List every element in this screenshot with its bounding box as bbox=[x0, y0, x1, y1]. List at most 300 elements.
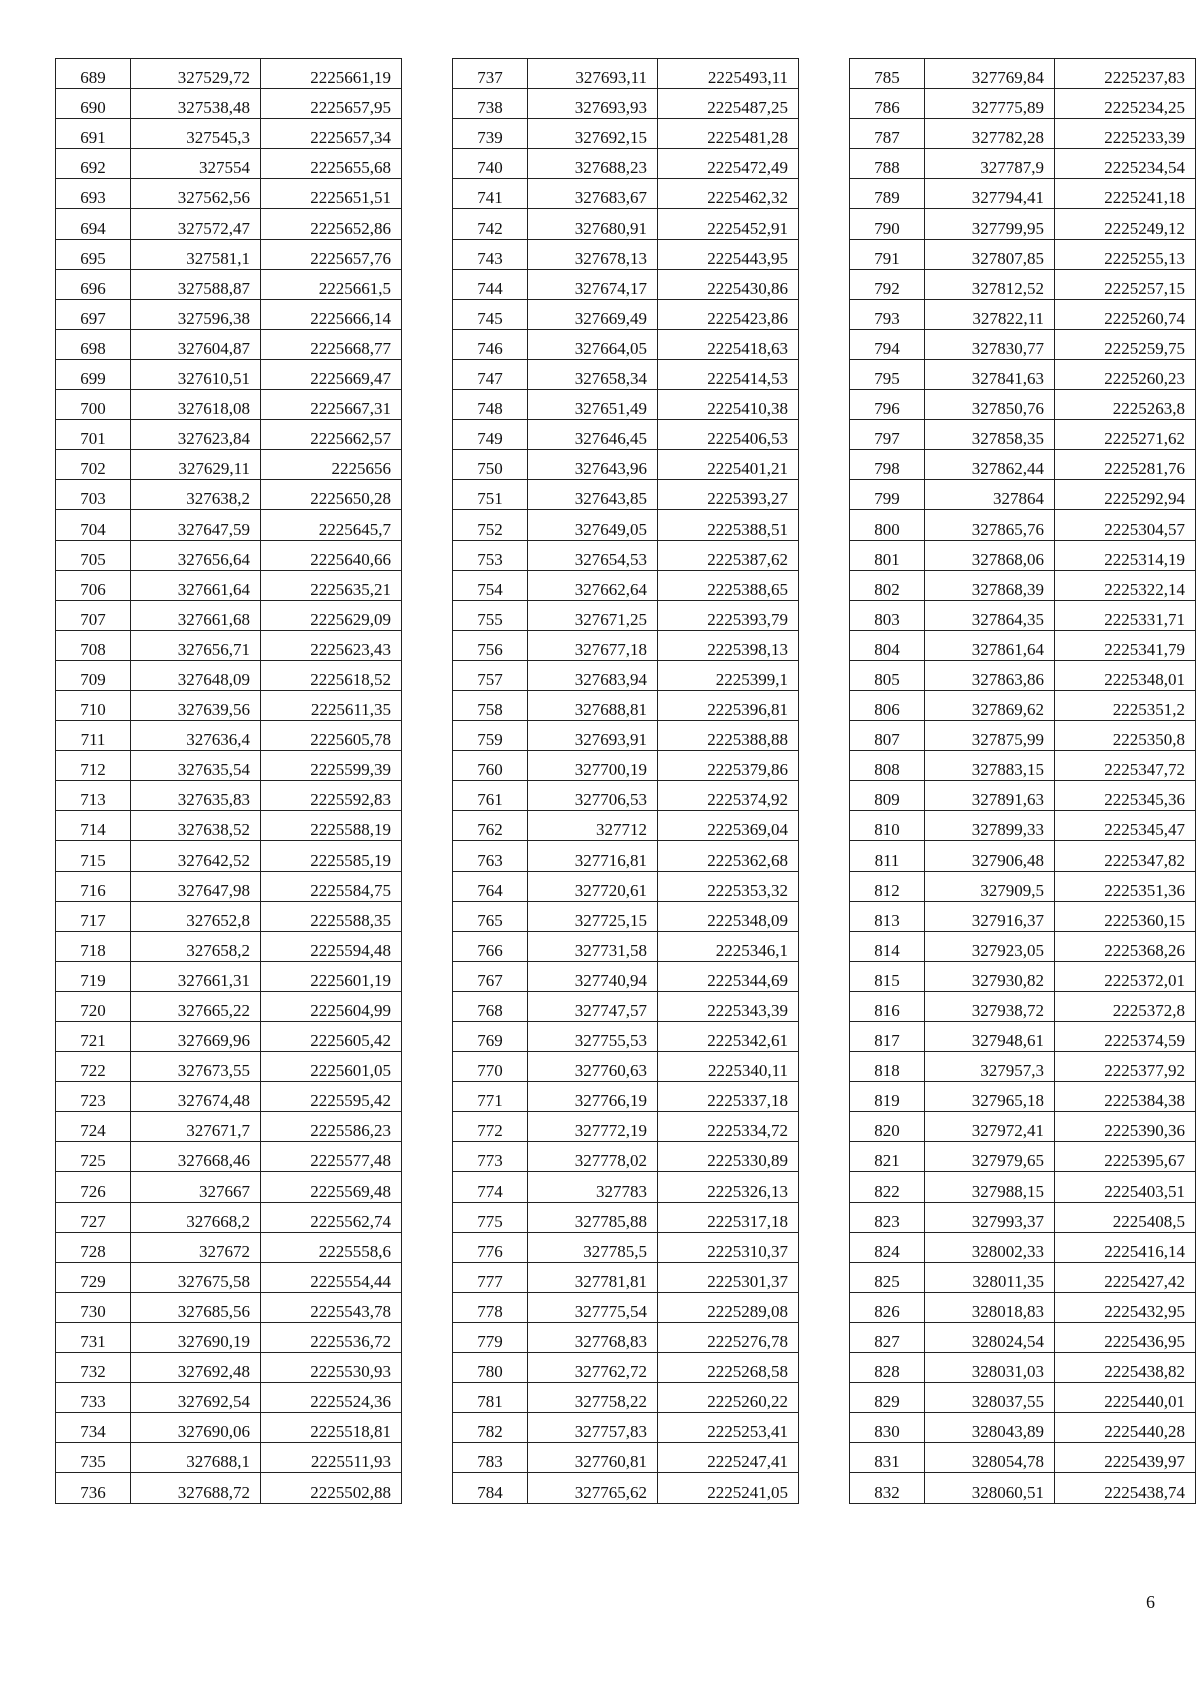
point-number: 724 bbox=[56, 1112, 131, 1142]
y-coordinate: 2225259,75 bbox=[1055, 329, 1196, 359]
y-coordinate: 2225351,2 bbox=[1055, 690, 1196, 720]
y-coordinate: 2225452,91 bbox=[658, 209, 799, 239]
point-number: 700 bbox=[56, 390, 131, 420]
point-number: 771 bbox=[453, 1082, 528, 1112]
point-number: 705 bbox=[56, 540, 131, 570]
table-row bbox=[56, 751, 402, 781]
table-row bbox=[850, 931, 1196, 961]
x-coordinate: 327972,41 bbox=[925, 1112, 1055, 1142]
point-number: 766 bbox=[453, 931, 528, 961]
x-coordinate: 327671,7 bbox=[131, 1112, 261, 1142]
table-row bbox=[453, 359, 799, 389]
point-number: 782 bbox=[453, 1413, 528, 1443]
table-row bbox=[850, 991, 1196, 1021]
point-number: 743 bbox=[453, 239, 528, 269]
y-coordinate: 2225234,25 bbox=[1055, 89, 1196, 119]
point-number: 793 bbox=[850, 299, 925, 329]
table-row bbox=[453, 1112, 799, 1142]
table-row bbox=[850, 59, 1196, 89]
x-coordinate: 327675,58 bbox=[131, 1262, 261, 1292]
y-coordinate: 2225629,09 bbox=[261, 600, 402, 630]
x-coordinate: 327651,49 bbox=[528, 390, 658, 420]
table-row bbox=[56, 1473, 402, 1503]
table-row bbox=[56, 871, 402, 901]
y-coordinate: 2225657,76 bbox=[261, 239, 402, 269]
x-coordinate: 327864,35 bbox=[925, 600, 1055, 630]
point-number: 740 bbox=[453, 149, 528, 179]
table-row bbox=[850, 961, 1196, 991]
point-number: 739 bbox=[453, 119, 528, 149]
table-row bbox=[850, 570, 1196, 600]
point-number: 819 bbox=[850, 1082, 925, 1112]
point-number: 774 bbox=[453, 1172, 528, 1202]
point-number: 730 bbox=[56, 1292, 131, 1322]
x-coordinate: 327807,85 bbox=[925, 239, 1055, 269]
table-row bbox=[850, 1262, 1196, 1292]
y-coordinate: 2225387,62 bbox=[658, 540, 799, 570]
point-number: 701 bbox=[56, 420, 131, 450]
x-coordinate: 327712 bbox=[528, 811, 658, 841]
point-number: 804 bbox=[850, 630, 925, 660]
point-number: 741 bbox=[453, 179, 528, 209]
x-coordinate: 327755,53 bbox=[528, 1022, 658, 1052]
point-number: 825 bbox=[850, 1262, 925, 1292]
table-row bbox=[453, 1383, 799, 1413]
x-coordinate: 327646,45 bbox=[528, 420, 658, 450]
x-coordinate: 327861,64 bbox=[925, 630, 1055, 660]
table-row bbox=[453, 450, 799, 480]
point-number: 788 bbox=[850, 149, 925, 179]
x-coordinate: 327762,72 bbox=[528, 1353, 658, 1383]
x-coordinate: 327661,31 bbox=[131, 961, 261, 991]
y-coordinate: 2225268,58 bbox=[658, 1353, 799, 1383]
table-row bbox=[453, 1353, 799, 1383]
table-row bbox=[453, 1202, 799, 1232]
point-number: 734 bbox=[56, 1413, 131, 1443]
x-coordinate: 327680,91 bbox=[528, 209, 658, 239]
x-coordinate: 327965,18 bbox=[925, 1082, 1055, 1112]
point-number: 694 bbox=[56, 209, 131, 239]
y-coordinate: 2225667,31 bbox=[261, 390, 402, 420]
y-coordinate: 2225650,28 bbox=[261, 480, 402, 510]
x-coordinate: 327693,11 bbox=[528, 59, 658, 89]
y-coordinate: 2225524,36 bbox=[261, 1383, 402, 1413]
point-number: 761 bbox=[453, 781, 528, 811]
table-row bbox=[453, 329, 799, 359]
table-row bbox=[453, 811, 799, 841]
y-coordinate: 2225588,19 bbox=[261, 811, 402, 841]
x-coordinate: 327678,13 bbox=[528, 239, 658, 269]
x-coordinate: 327623,84 bbox=[131, 420, 261, 450]
point-number: 784 bbox=[453, 1473, 528, 1503]
y-coordinate: 2225396,81 bbox=[658, 690, 799, 720]
x-coordinate: 327610,51 bbox=[131, 359, 261, 389]
x-coordinate: 327596,38 bbox=[131, 299, 261, 329]
y-coordinate: 2225343,39 bbox=[658, 991, 799, 1021]
table-row bbox=[453, 1142, 799, 1172]
y-coordinate: 2225368,26 bbox=[1055, 931, 1196, 961]
y-coordinate: 2225436,95 bbox=[1055, 1322, 1196, 1352]
x-coordinate: 327668,46 bbox=[131, 1142, 261, 1172]
y-coordinate: 2225346,1 bbox=[658, 931, 799, 961]
table-row bbox=[56, 119, 402, 149]
table-row bbox=[850, 1202, 1196, 1232]
table-row bbox=[56, 1292, 402, 1322]
point-number: 807 bbox=[850, 721, 925, 751]
y-coordinate: 2225662,57 bbox=[261, 420, 402, 450]
x-coordinate: 327850,76 bbox=[925, 390, 1055, 420]
x-coordinate: 327652,8 bbox=[131, 901, 261, 931]
table-row bbox=[453, 931, 799, 961]
y-coordinate: 2225334,72 bbox=[658, 1112, 799, 1142]
point-number: 697 bbox=[56, 299, 131, 329]
x-coordinate: 327635,83 bbox=[131, 781, 261, 811]
point-number: 693 bbox=[56, 179, 131, 209]
x-coordinate: 327864 bbox=[925, 480, 1055, 510]
y-coordinate: 2225342,61 bbox=[658, 1022, 799, 1052]
y-coordinate: 2225260,22 bbox=[658, 1383, 799, 1413]
table-row bbox=[850, 420, 1196, 450]
x-coordinate: 327683,94 bbox=[528, 660, 658, 690]
point-number: 822 bbox=[850, 1172, 925, 1202]
y-coordinate: 2225595,42 bbox=[261, 1082, 402, 1112]
point-number: 800 bbox=[850, 510, 925, 540]
table-row bbox=[56, 269, 402, 299]
y-coordinate: 2225588,35 bbox=[261, 901, 402, 931]
y-coordinate: 2225645,7 bbox=[261, 510, 402, 540]
x-coordinate: 328043,89 bbox=[925, 1413, 1055, 1443]
x-coordinate: 327642,52 bbox=[131, 841, 261, 871]
x-coordinate: 327562,56 bbox=[131, 179, 261, 209]
table-row bbox=[56, 1052, 402, 1082]
x-coordinate: 327688,23 bbox=[528, 149, 658, 179]
point-number: 713 bbox=[56, 781, 131, 811]
table-row bbox=[850, 329, 1196, 359]
y-coordinate: 2225511,93 bbox=[261, 1443, 402, 1473]
table-row bbox=[453, 1443, 799, 1473]
table-row bbox=[56, 690, 402, 720]
point-number: 719 bbox=[56, 961, 131, 991]
table-row bbox=[850, 1172, 1196, 1202]
point-number: 689 bbox=[56, 59, 131, 89]
y-coordinate: 2225410,38 bbox=[658, 390, 799, 420]
table-row bbox=[56, 1383, 402, 1413]
point-number: 736 bbox=[56, 1473, 131, 1503]
table-row bbox=[56, 359, 402, 389]
y-coordinate: 2225668,77 bbox=[261, 329, 402, 359]
y-coordinate: 2225605,78 bbox=[261, 721, 402, 751]
table-row bbox=[56, 721, 402, 751]
y-coordinate: 2225657,95 bbox=[261, 89, 402, 119]
point-number: 830 bbox=[850, 1413, 925, 1443]
y-coordinate: 2225577,48 bbox=[261, 1142, 402, 1172]
point-number: 757 bbox=[453, 660, 528, 690]
table-row bbox=[850, 510, 1196, 540]
point-number: 707 bbox=[56, 600, 131, 630]
point-number: 801 bbox=[850, 540, 925, 570]
point-number: 832 bbox=[850, 1473, 925, 1503]
y-coordinate: 2225623,43 bbox=[261, 630, 402, 660]
y-coordinate: 2225604,99 bbox=[261, 991, 402, 1021]
y-coordinate: 2225362,68 bbox=[658, 841, 799, 871]
point-number: 699 bbox=[56, 359, 131, 389]
table-row bbox=[453, 510, 799, 540]
point-number: 750 bbox=[453, 450, 528, 480]
x-coordinate: 327869,62 bbox=[925, 690, 1055, 720]
point-number: 712 bbox=[56, 751, 131, 781]
y-coordinate: 2225241,18 bbox=[1055, 179, 1196, 209]
x-coordinate: 327794,41 bbox=[925, 179, 1055, 209]
point-number: 798 bbox=[850, 450, 925, 480]
y-coordinate: 2225401,21 bbox=[658, 450, 799, 480]
table-row bbox=[850, 781, 1196, 811]
x-coordinate: 327672 bbox=[131, 1232, 261, 1262]
x-coordinate: 327658,2 bbox=[131, 931, 261, 961]
point-number: 778 bbox=[453, 1292, 528, 1322]
x-coordinate: 327899,33 bbox=[925, 811, 1055, 841]
coordinates-table-2 bbox=[452, 58, 799, 1504]
point-number: 811 bbox=[850, 841, 925, 871]
y-coordinate: 2225502,88 bbox=[261, 1473, 402, 1503]
y-coordinate: 2225416,14 bbox=[1055, 1232, 1196, 1262]
x-coordinate: 327692,15 bbox=[528, 119, 658, 149]
point-number: 695 bbox=[56, 239, 131, 269]
table-row bbox=[56, 1172, 402, 1202]
table-row bbox=[850, 690, 1196, 720]
x-coordinate: 328024,54 bbox=[925, 1322, 1055, 1352]
point-number: 780 bbox=[453, 1353, 528, 1383]
y-coordinate: 2225640,66 bbox=[261, 540, 402, 570]
point-number: 785 bbox=[850, 59, 925, 89]
point-number: 828 bbox=[850, 1353, 925, 1383]
table-row bbox=[850, 209, 1196, 239]
y-coordinate: 2225393,27 bbox=[658, 480, 799, 510]
x-coordinate: 327993,37 bbox=[925, 1202, 1055, 1232]
table-row bbox=[453, 59, 799, 89]
coordinates-table-3 bbox=[849, 58, 1196, 1504]
y-coordinate: 2225481,28 bbox=[658, 119, 799, 149]
point-number: 768 bbox=[453, 991, 528, 1021]
x-coordinate: 327690,19 bbox=[131, 1322, 261, 1352]
table-row bbox=[850, 1142, 1196, 1172]
table-row bbox=[453, 1413, 799, 1443]
x-coordinate: 327665,22 bbox=[131, 991, 261, 1021]
x-coordinate: 327799,95 bbox=[925, 209, 1055, 239]
x-coordinate: 327690,06 bbox=[131, 1413, 261, 1443]
point-number: 790 bbox=[850, 209, 925, 239]
point-number: 810 bbox=[850, 811, 925, 841]
table-row bbox=[453, 751, 799, 781]
table-row bbox=[453, 1292, 799, 1322]
point-number: 690 bbox=[56, 89, 131, 119]
x-coordinate: 327868,39 bbox=[925, 570, 1055, 600]
x-coordinate: 327865,76 bbox=[925, 510, 1055, 540]
y-coordinate: 2225348,09 bbox=[658, 901, 799, 931]
y-coordinate: 2225398,13 bbox=[658, 630, 799, 660]
point-number: 696 bbox=[56, 269, 131, 299]
y-coordinate: 2225399,1 bbox=[658, 660, 799, 690]
table-row bbox=[56, 630, 402, 660]
x-coordinate: 327638,2 bbox=[131, 480, 261, 510]
x-coordinate: 327658,34 bbox=[528, 359, 658, 389]
table-row bbox=[56, 209, 402, 239]
x-coordinate: 327830,77 bbox=[925, 329, 1055, 359]
y-coordinate: 2225635,21 bbox=[261, 570, 402, 600]
x-coordinate: 327662,64 bbox=[528, 570, 658, 600]
point-number: 728 bbox=[56, 1232, 131, 1262]
y-coordinate: 2225408,5 bbox=[1055, 1202, 1196, 1232]
table-row bbox=[56, 660, 402, 690]
y-coordinate: 2225257,15 bbox=[1055, 269, 1196, 299]
x-coordinate: 327782,28 bbox=[925, 119, 1055, 149]
table-row bbox=[453, 721, 799, 751]
x-coordinate: 327668,2 bbox=[131, 1202, 261, 1232]
table-row bbox=[850, 721, 1196, 751]
x-coordinate: 327930,82 bbox=[925, 961, 1055, 991]
x-coordinate: 327863,86 bbox=[925, 660, 1055, 690]
x-coordinate: 327720,61 bbox=[528, 871, 658, 901]
point-number: 803 bbox=[850, 600, 925, 630]
x-coordinate: 327661,68 bbox=[131, 600, 261, 630]
x-coordinate: 327648,09 bbox=[131, 660, 261, 690]
table-row bbox=[850, 1082, 1196, 1112]
point-number: 735 bbox=[56, 1443, 131, 1473]
table-row bbox=[56, 570, 402, 600]
x-coordinate: 327979,65 bbox=[925, 1142, 1055, 1172]
y-coordinate: 2225666,14 bbox=[261, 299, 402, 329]
point-number: 823 bbox=[850, 1202, 925, 1232]
y-coordinate: 2225247,41 bbox=[658, 1443, 799, 1473]
x-coordinate: 327757,83 bbox=[528, 1413, 658, 1443]
table-row bbox=[850, 480, 1196, 510]
y-coordinate: 2225439,97 bbox=[1055, 1443, 1196, 1473]
y-coordinate: 2225518,81 bbox=[261, 1413, 402, 1443]
table-row bbox=[850, 239, 1196, 269]
table-row bbox=[56, 1262, 402, 1292]
y-coordinate: 2225301,37 bbox=[658, 1262, 799, 1292]
point-number: 816 bbox=[850, 991, 925, 1021]
x-coordinate: 327883,15 bbox=[925, 751, 1055, 781]
x-coordinate: 327775,54 bbox=[528, 1292, 658, 1322]
y-coordinate: 2225289,08 bbox=[658, 1292, 799, 1322]
y-coordinate: 2225605,42 bbox=[261, 1022, 402, 1052]
y-coordinate: 2225348,01 bbox=[1055, 660, 1196, 690]
x-coordinate: 327812,52 bbox=[925, 269, 1055, 299]
point-number: 806 bbox=[850, 690, 925, 720]
table-row bbox=[453, 1082, 799, 1112]
point-number: 802 bbox=[850, 570, 925, 600]
point-number: 781 bbox=[453, 1383, 528, 1413]
point-number: 820 bbox=[850, 1112, 925, 1142]
table-row bbox=[56, 540, 402, 570]
point-number: 717 bbox=[56, 901, 131, 931]
x-coordinate: 328054,78 bbox=[925, 1443, 1055, 1473]
table-row bbox=[453, 209, 799, 239]
point-number: 805 bbox=[850, 660, 925, 690]
x-coordinate: 327674,17 bbox=[528, 269, 658, 299]
table-row bbox=[56, 1413, 402, 1443]
table-row bbox=[453, 1172, 799, 1202]
y-coordinate: 2225530,93 bbox=[261, 1353, 402, 1383]
table-row bbox=[56, 510, 402, 540]
x-coordinate: 327740,94 bbox=[528, 961, 658, 991]
x-coordinate: 327875,99 bbox=[925, 721, 1055, 751]
point-number: 773 bbox=[453, 1142, 528, 1172]
y-coordinate: 2225558,6 bbox=[261, 1232, 402, 1262]
y-coordinate: 2225260,23 bbox=[1055, 359, 1196, 389]
x-coordinate: 327765,62 bbox=[528, 1473, 658, 1503]
point-number: 731 bbox=[56, 1322, 131, 1352]
y-coordinate: 2225384,38 bbox=[1055, 1082, 1196, 1112]
point-number: 786 bbox=[850, 89, 925, 119]
table-row bbox=[56, 1202, 402, 1232]
x-coordinate: 327783 bbox=[528, 1172, 658, 1202]
point-number: 729 bbox=[56, 1262, 131, 1292]
x-coordinate: 327891,63 bbox=[925, 781, 1055, 811]
point-number: 745 bbox=[453, 299, 528, 329]
y-coordinate: 2225543,78 bbox=[261, 1292, 402, 1322]
x-coordinate: 327688,81 bbox=[528, 690, 658, 720]
y-coordinate: 2225586,23 bbox=[261, 1112, 402, 1142]
y-coordinate: 2225237,83 bbox=[1055, 59, 1196, 89]
table-row bbox=[453, 269, 799, 299]
y-coordinate: 2225585,19 bbox=[261, 841, 402, 871]
table-row bbox=[453, 1262, 799, 1292]
x-coordinate: 327862,44 bbox=[925, 450, 1055, 480]
point-number: 792 bbox=[850, 269, 925, 299]
x-coordinate: 327822,11 bbox=[925, 299, 1055, 329]
point-number: 711 bbox=[56, 721, 131, 751]
x-coordinate: 327572,47 bbox=[131, 209, 261, 239]
x-coordinate: 327538,48 bbox=[131, 89, 261, 119]
x-coordinate: 327664,05 bbox=[528, 329, 658, 359]
point-number: 756 bbox=[453, 630, 528, 660]
table-row bbox=[56, 811, 402, 841]
point-number: 829 bbox=[850, 1383, 925, 1413]
table-row bbox=[453, 871, 799, 901]
x-coordinate: 327716,81 bbox=[528, 841, 658, 871]
point-number: 732 bbox=[56, 1353, 131, 1383]
y-coordinate: 2225326,13 bbox=[658, 1172, 799, 1202]
table-row bbox=[56, 1112, 402, 1142]
point-number: 789 bbox=[850, 179, 925, 209]
table-row bbox=[850, 540, 1196, 570]
y-coordinate: 2225430,86 bbox=[658, 269, 799, 299]
x-coordinate: 327677,18 bbox=[528, 630, 658, 660]
x-coordinate: 328018,83 bbox=[925, 1292, 1055, 1322]
table-row bbox=[453, 1322, 799, 1352]
point-number: 733 bbox=[56, 1383, 131, 1413]
x-coordinate: 327671,25 bbox=[528, 600, 658, 630]
table-row bbox=[56, 299, 402, 329]
x-coordinate: 327916,37 bbox=[925, 901, 1055, 931]
point-number: 710 bbox=[56, 690, 131, 720]
table-row bbox=[850, 1383, 1196, 1413]
point-number: 791 bbox=[850, 239, 925, 269]
point-number: 809 bbox=[850, 781, 925, 811]
x-coordinate: 327588,87 bbox=[131, 269, 261, 299]
x-coordinate: 327775,89 bbox=[925, 89, 1055, 119]
x-coordinate: 327683,67 bbox=[528, 179, 658, 209]
y-coordinate: 2225263,8 bbox=[1055, 390, 1196, 420]
point-number: 727 bbox=[56, 1202, 131, 1232]
table-row bbox=[850, 1292, 1196, 1322]
table-row bbox=[850, 1052, 1196, 1082]
y-coordinate: 2225310,37 bbox=[658, 1232, 799, 1262]
table-row bbox=[850, 450, 1196, 480]
x-coordinate: 328002,33 bbox=[925, 1232, 1055, 1262]
y-coordinate: 2225562,74 bbox=[261, 1202, 402, 1232]
